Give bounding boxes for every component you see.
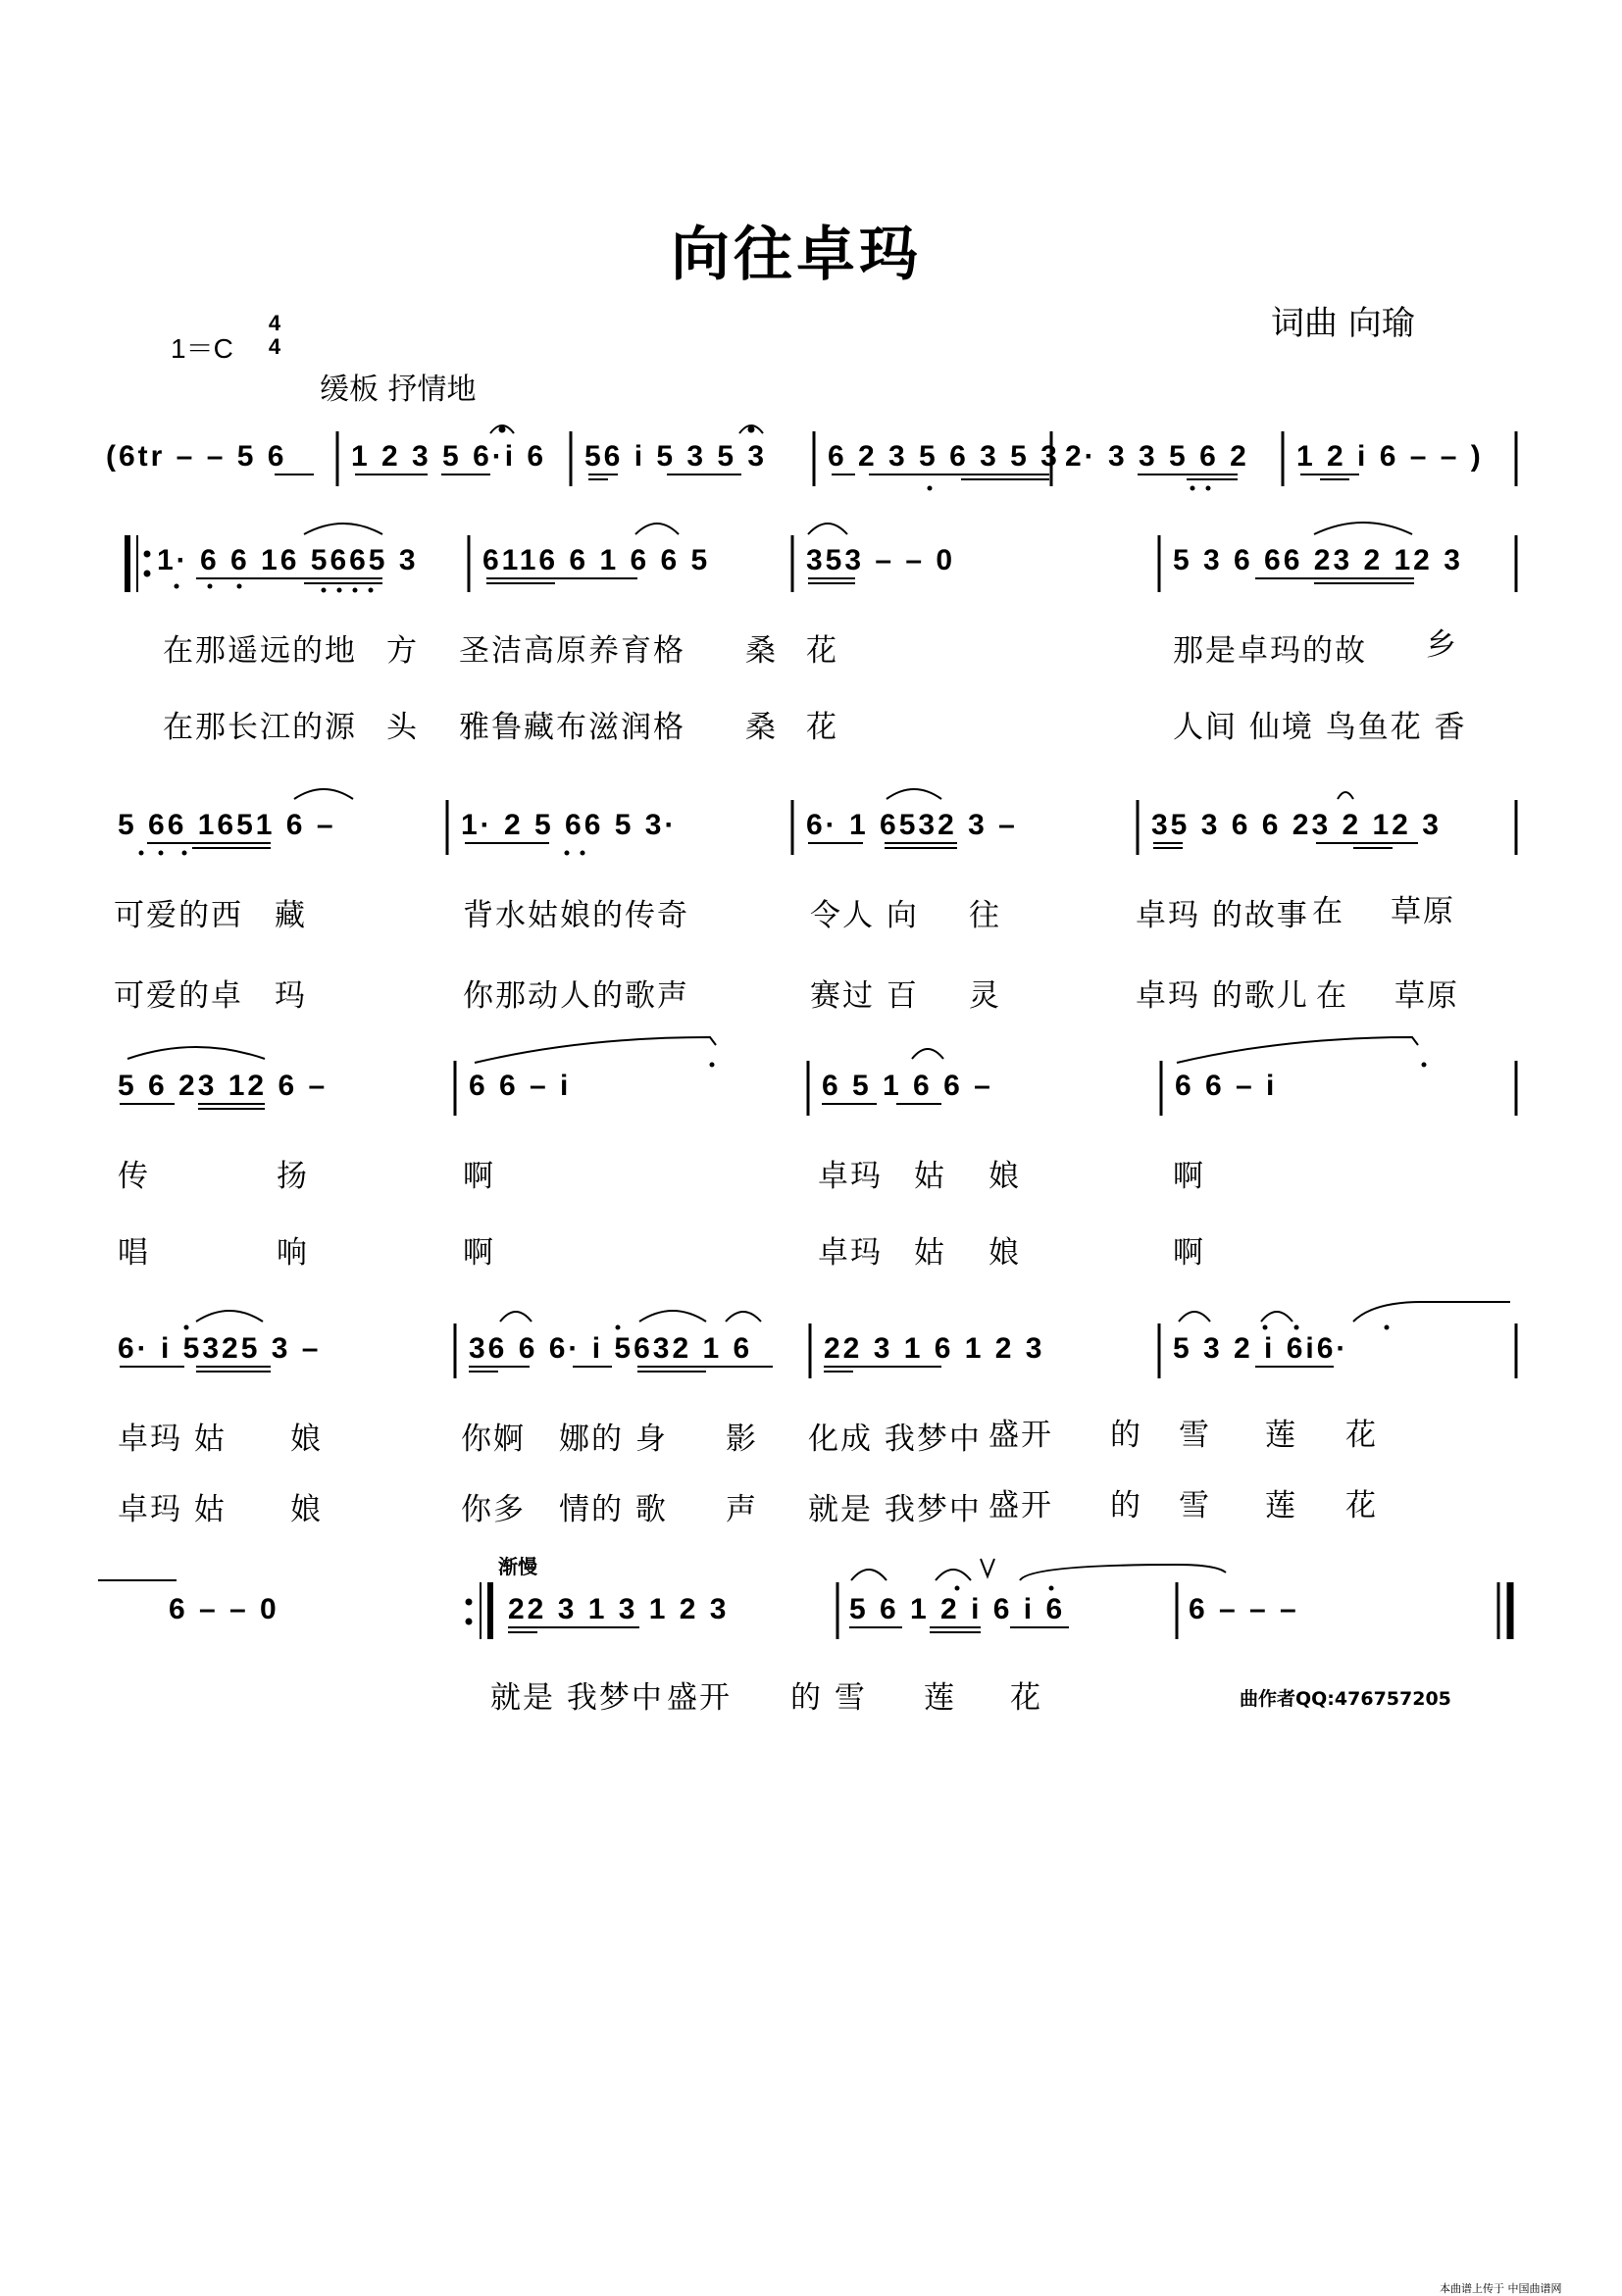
composer-credit: 词曲 向瑜	[1271, 304, 1415, 343]
row2-lyric2-e: 花	[806, 710, 838, 745]
row3-lyric2-e: 灵	[969, 978, 1001, 1014]
row5-lyric1-f: 化成 我梦中	[808, 1422, 982, 1457]
row3-lyric1-b: 藏	[275, 898, 307, 933]
row4-measure4: 6 6 – i	[1175, 1070, 1278, 1102]
row6-measure2: 22 3 1 3 1 2 3	[508, 1593, 730, 1625]
slurs	[98, 523, 1510, 1580]
row5-lyric2-j: 莲	[1265, 1488, 1297, 1523]
row2-lyric2-a: 在那长江的源	[163, 710, 357, 745]
row5-lyric1-j: 莲	[1265, 1418, 1297, 1453]
key-signature: 1＝C	[171, 333, 233, 364]
time-signature-bottom: 4	[268, 334, 281, 359]
song-title: 向往卓玛	[671, 221, 922, 289]
row3-lyric2-d: 赛过 百	[810, 978, 919, 1014]
row5-lyric1-e: 影	[726, 1422, 758, 1457]
row3-lyric2-g: 在	[1316, 978, 1348, 1014]
time-signature-top: 4	[268, 311, 281, 335]
gradual-slowing-marking: 渐慢	[498, 1555, 537, 1578]
row5-measure2: 36 6 6· i 5632 1 6	[469, 1332, 753, 1365]
octave-dots	[139, 486, 1211, 856]
row4-lyric1-f: 娘	[988, 1159, 1021, 1194]
row6-measure4: 6 – – –	[1189, 1593, 1299, 1625]
row3-lyric1-f: 卓玛 的故事	[1136, 898, 1309, 933]
row5-measure4: 5 3 2 i 6i6·	[1173, 1332, 1349, 1365]
row4-lyric1-b: 扬	[277, 1159, 309, 1194]
row5-lyric2-f: 就是 我梦中	[808, 1492, 982, 1527]
row2-measure3: 353 – – 0	[806, 544, 956, 576]
row1-measure5: 2· 3 3 5 6 2	[1065, 440, 1249, 473]
row5-lyric1-b: 娘	[290, 1422, 323, 1457]
row6-lyric1-d: 莲	[924, 1680, 956, 1716]
row2-lyric2-b: 头	[386, 710, 419, 745]
row2-lyric1-a: 在那遥远的地	[163, 633, 357, 669]
row3-lyric1-g: 在	[1312, 894, 1344, 929]
row4-measure2: 6 6 – i	[469, 1070, 572, 1102]
repeat-middle	[466, 1582, 491, 1639]
row3-lyric1-d: 令人 向	[810, 898, 919, 933]
row4-lyric1-g: 啊	[1173, 1159, 1205, 1194]
row2-lyric2-f: 人间 仙境 鸟鱼花 香	[1173, 710, 1467, 745]
row3-measure3: 6· 1 6532 3 –	[806, 809, 1018, 841]
row3-lyric1-c: 背水姑娘的传奇	[463, 898, 689, 933]
row3-lyric1-h: 草原	[1391, 894, 1455, 929]
row4-lyric2-c: 啊	[463, 1235, 495, 1271]
row5-lyric1-k: 花	[1345, 1418, 1378, 1453]
row1-measure4: 6 2 3 5 6 3 5 3	[828, 440, 1060, 473]
row4-lyric1-e: 姑	[914, 1159, 946, 1194]
row4-lyric1-c: 啊	[463, 1159, 495, 1194]
row6-lyric1-c: 的 雪	[790, 1680, 867, 1716]
row2-lyric1-d: 桑	[745, 633, 778, 669]
row5-measure3: 22 3 1 6 1 2 3	[824, 1332, 1045, 1365]
fermatas	[490, 425, 763, 433]
row2-lyric1-g: 乡	[1426, 627, 1458, 663]
row6-lyric1-a: 就是 我梦中	[490, 1680, 664, 1716]
final-barline	[1498, 1582, 1510, 1639]
row3-measure4: 35 3 6 6 23 2 12 3	[1151, 809, 1442, 841]
footer-source: 本曲谱上传于 中国曲谱网	[1440, 2282, 1562, 2295]
row3-lyric1-a: 可爱的西	[114, 898, 243, 933]
row4-lyric2-d: 卓玛	[818, 1235, 883, 1271]
row6-measure3: 5 6 1 2 i 6 i 6	[849, 1593, 1066, 1625]
row3-lyric2-a: 可爱的卓	[114, 978, 243, 1014]
row4-lyric2-g: 啊	[1173, 1235, 1205, 1271]
row5-lyric2-d: 情的 歌	[559, 1492, 668, 1527]
repeat-start	[127, 535, 151, 592]
row2-measure1: 1· 6 6 16 5665 3	[157, 544, 419, 576]
row4-lyric1-d: 卓玛	[818, 1159, 883, 1194]
row5-lyric2-b: 娘	[290, 1492, 323, 1527]
row1-measure1: (6tr – – 5 6	[106, 440, 287, 473]
row5-lyric2-c: 你多	[461, 1492, 526, 1527]
row3-lyric2-c: 你那动人的歌声	[463, 978, 689, 1014]
row5-lyric1-d: 娜的 身	[559, 1422, 668, 1457]
tempo-marking: 缓板 抒情地	[320, 373, 477, 407]
high-octave-dots	[184, 1063, 1427, 1591]
row4-lyric2-a: 唱	[118, 1235, 150, 1271]
row4-lyric2-e: 姑	[914, 1235, 946, 1271]
row5-lyric2-g: 盛开	[988, 1488, 1053, 1523]
row2-lyric2-c: 雅鲁藏布滋润格	[459, 710, 685, 745]
row5-lyric2-a: 卓玛 姑	[118, 1492, 227, 1527]
row2-lyric2-d: 桑	[745, 710, 778, 745]
row2-lyric1-f: 那是卓玛的故	[1173, 633, 1367, 669]
row2-measure2: 6116 6 1 6 6 5	[482, 544, 711, 576]
row1-measure2: 1 2 3 5 6·i 6	[351, 440, 547, 473]
row2-lyric1-e: 花	[806, 633, 838, 669]
row3-lyric2-b: 玛	[275, 978, 307, 1014]
row4-lyric1-a: 传	[118, 1159, 150, 1194]
row5-lyric1-a: 卓玛 姑	[118, 1422, 227, 1457]
row3-lyric2-h: 草原	[1394, 978, 1459, 1014]
row5-lyric2-h: 的	[1110, 1488, 1142, 1523]
row5-lyric1-c: 你婀	[461, 1422, 526, 1457]
row5-lyric2-i: 雪	[1179, 1488, 1211, 1523]
author-qq: 曲作者QQ:476757205	[1240, 1688, 1451, 1710]
row4-lyric2-f: 娘	[988, 1235, 1021, 1271]
bar-lines	[337, 431, 1516, 1639]
breath-mark	[981, 1559, 994, 1576]
row5-lyric1-h: 的	[1110, 1418, 1142, 1453]
row4-lyric2-b: 响	[277, 1235, 309, 1271]
row6-lyric1-e: 花	[1010, 1680, 1042, 1716]
row5-measure1: 6· i 5325 3 –	[118, 1332, 322, 1365]
row3-lyric2-f: 卓玛 的歌儿	[1136, 978, 1309, 1014]
row3-measure1: 5 66 1651 6 –	[118, 809, 336, 841]
row3-lyric1-e: 往	[969, 898, 1001, 933]
row4-measure3: 6 5 1 6 6 –	[822, 1070, 993, 1102]
row5-lyric1-g: 盛开	[988, 1418, 1053, 1453]
row6-measure1: 6 – – 0	[169, 1593, 279, 1625]
row5-lyric2-e: 声	[726, 1492, 758, 1527]
row5-lyric2-k: 花	[1345, 1488, 1378, 1523]
row6-lyric1-b: 盛开	[667, 1680, 732, 1716]
row2-measure4: 5 3 6 66 23 2 12 3	[1173, 544, 1463, 576]
row1-measure3: 56 i 5 3 5 3	[584, 440, 768, 473]
row2-lyric1-c: 圣洁高原养育格	[459, 633, 685, 669]
row2-lyric1-b: 方	[386, 633, 419, 669]
row4-measure1: 5 6 23 12 6 –	[118, 1070, 329, 1102]
row1-measure6: 1 2 i 6 – – )	[1296, 440, 1484, 473]
row3-measure2: 1· 2 5 66 5 3·	[461, 809, 678, 841]
row5-lyric1-i: 雪	[1179, 1418, 1211, 1453]
